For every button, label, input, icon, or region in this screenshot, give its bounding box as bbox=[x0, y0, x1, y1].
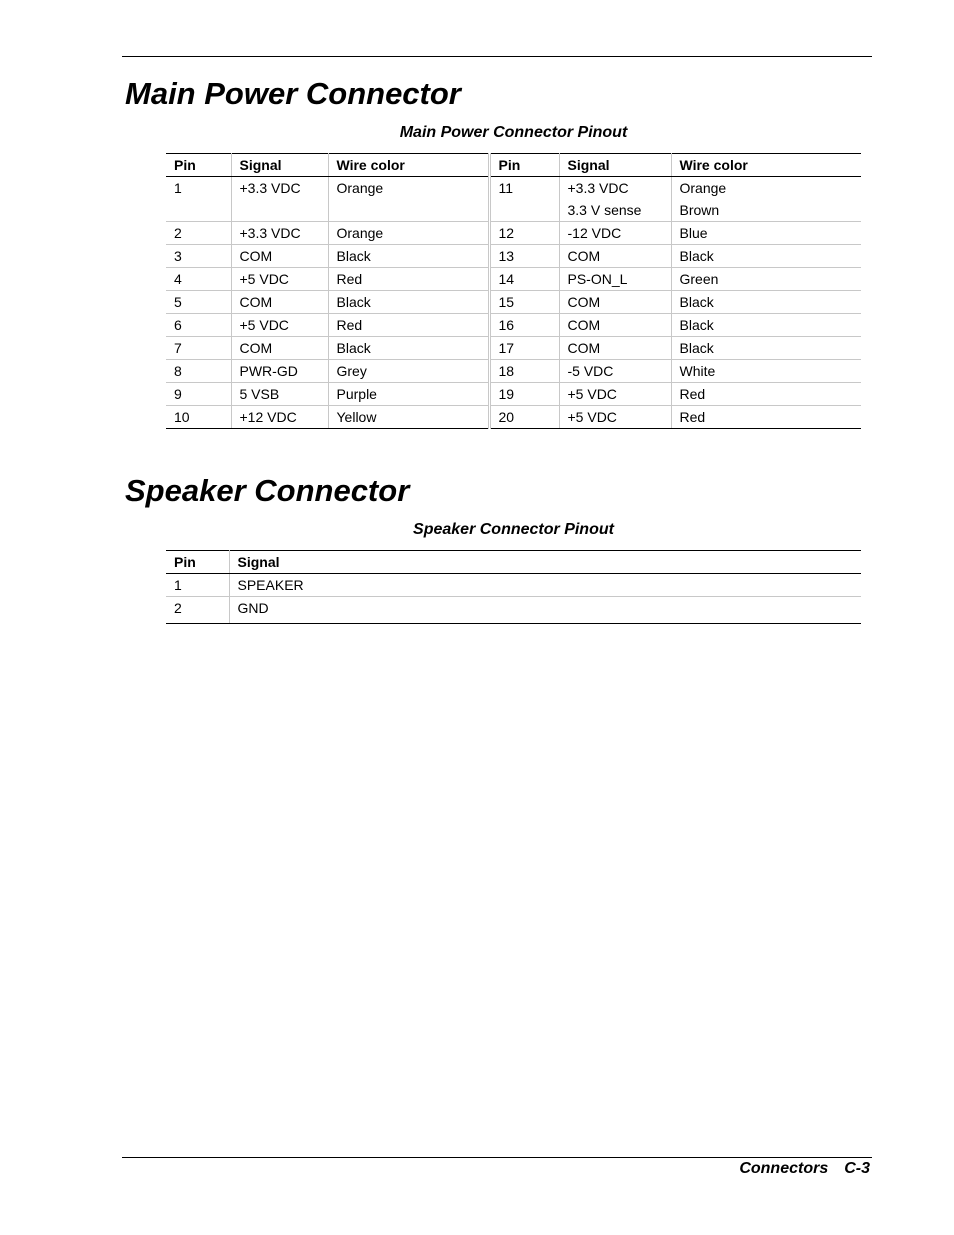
table-cell: Black bbox=[671, 337, 861, 360]
footer-rule bbox=[122, 1157, 872, 1158]
table-row bbox=[166, 574, 861, 597]
table-cell: +3.3 VDC bbox=[231, 222, 328, 245]
speaker-title: Speaker Connector bbox=[125, 473, 410, 508]
table-cell: White bbox=[671, 360, 861, 383]
table-cell: Black bbox=[328, 337, 489, 360]
table-cell: Blue bbox=[671, 222, 861, 245]
table-cell: 18 bbox=[489, 360, 559, 383]
table-cell: 20 bbox=[489, 406, 559, 429]
table-cell: 5 bbox=[166, 291, 231, 314]
table-cell: 7 bbox=[166, 337, 231, 360]
table-row bbox=[166, 314, 861, 337]
table-cell: COM bbox=[559, 337, 671, 360]
table-cell: Red bbox=[671, 383, 861, 406]
column-header: Pin bbox=[166, 154, 231, 177]
table-cell: PS-ON_L bbox=[559, 268, 671, 291]
table-cell: COM bbox=[231, 291, 328, 314]
table-cell: 10 bbox=[166, 406, 231, 429]
table-row bbox=[166, 406, 861, 429]
table-cell: 3.3 V sense bbox=[559, 199, 671, 222]
table-cell: COM bbox=[231, 337, 328, 360]
column-header: Signal bbox=[559, 154, 671, 177]
table-cell: 2 bbox=[166, 222, 231, 245]
speaker-caption: Speaker Connector Pinout bbox=[413, 521, 614, 538]
table-cell: Green bbox=[671, 268, 861, 291]
table-row bbox=[166, 383, 861, 406]
table-cell: Black bbox=[328, 291, 489, 314]
table-cell: +12 VDC bbox=[231, 406, 328, 429]
table-cell: Orange bbox=[328, 222, 489, 245]
table-cell: Grey bbox=[328, 360, 489, 383]
table-cell: Orange bbox=[679, 180, 727, 196]
table-cell: 15 bbox=[489, 291, 559, 314]
table-cell: Yellow bbox=[328, 406, 489, 429]
table-cell: +3.3 VDC bbox=[559, 177, 671, 200]
table-cell: 3 bbox=[166, 245, 231, 268]
table-cell: Purple bbox=[328, 383, 489, 406]
table-cell: +5 VDC bbox=[231, 268, 328, 291]
table-cell: COM bbox=[231, 245, 328, 268]
table-cell: +5 VDC bbox=[559, 383, 671, 406]
table-cell: Black bbox=[671, 245, 861, 268]
main-power-title: Main Power Connector bbox=[125, 76, 461, 111]
page-footer bbox=[739, 1159, 870, 1179]
table-cell: 8 bbox=[166, 360, 231, 383]
table-cell: 2 bbox=[166, 597, 229, 624]
table-header-row bbox=[166, 154, 861, 177]
table-row bbox=[166, 222, 861, 245]
column-header: Signal bbox=[229, 551, 861, 574]
table-cell: Brown bbox=[671, 199, 861, 222]
table-cell: -12 VDC bbox=[559, 222, 671, 245]
table-cell: Orange bbox=[328, 177, 489, 222]
table-row bbox=[166, 177, 861, 200]
table-cell: 1 bbox=[166, 177, 231, 222]
table-row bbox=[166, 245, 861, 268]
column-header: Signal bbox=[231, 154, 328, 177]
main-power-table bbox=[166, 153, 861, 429]
table-cell: COM bbox=[559, 314, 671, 337]
column-header: Pin bbox=[166, 551, 229, 574]
speaker-table bbox=[166, 550, 861, 624]
table-row bbox=[166, 597, 861, 624]
header-rule bbox=[122, 56, 872, 57]
table-cell: SPEAKER bbox=[229, 574, 861, 597]
table-cell: 13 bbox=[489, 245, 559, 268]
table-row bbox=[166, 268, 861, 291]
table-cell: Red bbox=[328, 314, 489, 337]
table-cell: Black bbox=[328, 245, 489, 268]
table-row bbox=[166, 337, 861, 360]
table-cell: 16 bbox=[489, 314, 559, 337]
table-cell: 9 bbox=[166, 383, 231, 406]
table-cell: 5 VSB bbox=[231, 383, 328, 406]
table-cell: 17 bbox=[489, 337, 559, 360]
table-cell: +5 VDC bbox=[559, 406, 671, 429]
table-row bbox=[166, 360, 861, 383]
table-cell: PWR-GD bbox=[231, 360, 328, 383]
table-cell: Black bbox=[671, 314, 861, 337]
table-cell: GND bbox=[229, 597, 861, 624]
footer-section-name: Connectors bbox=[739, 1160, 829, 1177]
table-cell: Red bbox=[671, 406, 861, 429]
table-cell: Black bbox=[671, 291, 861, 314]
table-cell: Red bbox=[328, 268, 489, 291]
table-cell: 19 bbox=[489, 383, 559, 406]
table-cell: +3.3 VDC bbox=[231, 177, 328, 222]
page-number: C-3 bbox=[844, 1160, 870, 1177]
table-cell: +5 VDC bbox=[231, 314, 328, 337]
main-power-caption: Main Power Connector Pinout bbox=[399, 124, 628, 141]
table-cell: 12 bbox=[489, 222, 559, 245]
table-row bbox=[166, 291, 861, 314]
column-header: Wire color bbox=[328, 154, 489, 177]
table-cell: COM bbox=[559, 291, 671, 314]
table-cell: 1 bbox=[166, 574, 229, 597]
column-header: Pin bbox=[489, 154, 559, 177]
table-cell: 4 bbox=[166, 268, 231, 291]
column-header: Wire color bbox=[671, 154, 861, 177]
table-cell: 11 bbox=[489, 177, 559, 222]
table-cell: -5 VDC bbox=[559, 360, 671, 383]
table-header-row bbox=[166, 551, 861, 574]
table-cell: 14 bbox=[489, 268, 559, 291]
table-cell: 6 bbox=[166, 314, 231, 337]
table-cell: COM bbox=[559, 245, 671, 268]
